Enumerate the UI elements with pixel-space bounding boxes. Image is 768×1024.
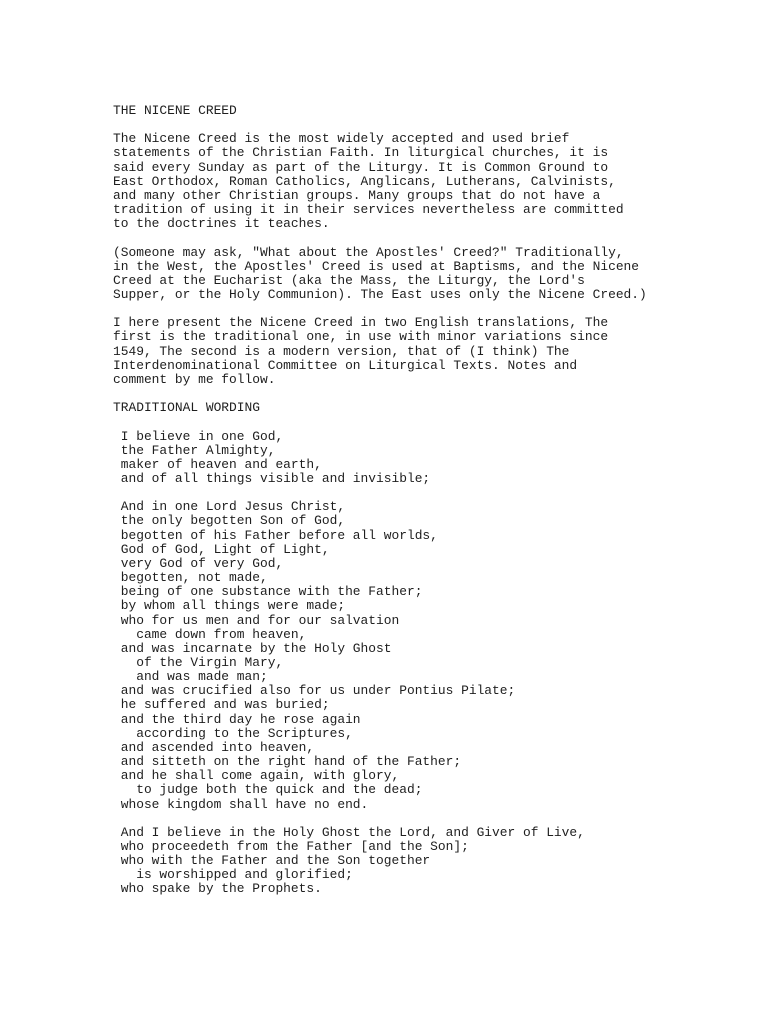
creed-line: and ascended into heaven, xyxy=(113,739,315,755)
creed-line: and of all things visible and invisible; xyxy=(113,470,431,486)
creed-line: And in one Lord Jesus Christ, xyxy=(113,499,346,515)
creed-line: and was made man; xyxy=(113,669,268,685)
paragraph-gap xyxy=(113,231,753,245)
paragraph-gap xyxy=(113,302,753,316)
document-title: THE NICENE CREED xyxy=(113,103,237,118)
presentation-paragraph xyxy=(113,316,753,387)
creed-line: according to the Scriptures, xyxy=(113,725,353,741)
text-line: (Someone may ask, "What about the Apostles' Creed?" Traditionally, xyxy=(113,244,624,260)
creed-line: maker of heaven and earth, xyxy=(113,456,322,472)
creed-line: whose kingdom shall have no end. xyxy=(113,796,369,812)
creed-line: of the Virgin Mary, xyxy=(113,655,284,670)
creed-line: being of one substance with the Father; xyxy=(113,584,423,600)
creed-line: the only begotten Son of God, xyxy=(113,513,346,529)
creed-line: who for us men and for our salvation xyxy=(113,612,400,628)
creed-line: I believe in one God, xyxy=(113,428,284,444)
text-line: in the West, the Apostles' Creed is used at Baptisms, and the Nicene xyxy=(113,258,640,274)
text-line: East Orthodox, Roman Catholics, Anglicans, Lutherans, Calvinists, xyxy=(113,173,616,189)
text-line: Creed at the Eucharist (aka the Mass, the Liturgy, the Lord's xyxy=(113,272,585,288)
text-line: 1549, The second is a modern version, that of (I think) The xyxy=(113,343,570,359)
text-line: The Nicene Creed is the most widely accepted and used brief xyxy=(113,131,570,147)
creed-line: God of God, Light of Light, xyxy=(113,541,330,557)
creed-line: is worshipped and glorified; xyxy=(113,867,353,883)
creed-line: came down from heaven, xyxy=(113,626,307,642)
paragraph-gap xyxy=(113,486,753,500)
text-line: first is the traditional one, in use with minor variations since xyxy=(113,329,609,345)
creed-line: and was crucified also for us under Pontius Pilate; xyxy=(113,683,516,699)
text-line: and many other Christian groups. Many groups that do not have a xyxy=(113,187,601,203)
paragraph-gap xyxy=(113,415,753,429)
text-line: comment by me follow. xyxy=(113,371,276,387)
paragraph-gap xyxy=(113,387,753,401)
text-line: I here present the Nicene Creed in two English translations, The xyxy=(113,315,609,331)
creed-line: and he shall come again, with glory, xyxy=(113,768,400,784)
text-line: Supper, or the Holy Communion). The East uses only the Nicene Creed.) xyxy=(113,287,647,302)
paragraph-gap xyxy=(113,118,753,132)
creed-line: and was incarnate by the Holy Ghost xyxy=(113,640,392,656)
creed-line: and the third day he rose again xyxy=(113,711,361,727)
paragraph-gap xyxy=(113,812,753,826)
text-line: said every Sunday as part of the Liturgy. It is Common Ground to xyxy=(113,159,609,175)
creed-line: And I believe in the Holy Ghost the Lord, and Giver of Live, xyxy=(113,824,585,840)
creed-line: who proceedeth from the Father [and the Son]; xyxy=(113,839,469,855)
intro-paragraph xyxy=(113,132,753,231)
section-heading: TRADITIONAL WORDING xyxy=(113,400,260,416)
creed-line: and sitteth on the right hand of the Father; xyxy=(113,754,462,770)
text-line: to the doctrines it teaches. xyxy=(113,216,330,232)
text-line: tradition of using it in their services nevertheless are committed xyxy=(113,202,624,218)
creed-line: he suffered and was buried; xyxy=(113,697,330,713)
creed-stanza-spirit xyxy=(113,826,753,897)
aside-paragraph xyxy=(113,246,753,303)
creed-line: who spake by the Prophets. xyxy=(113,881,322,897)
creed-line: begotten, not made, xyxy=(113,570,268,586)
creed-line: the Father Almighty, xyxy=(113,442,276,458)
document-page xyxy=(113,104,753,897)
text-line: Interdenominational Committee on Liturgical Texts. Notes and xyxy=(113,357,578,373)
creed-line: begotten of his Father before all worlds, xyxy=(113,527,438,543)
creed-line: very God of very God, xyxy=(113,555,284,571)
creed-stanza-son xyxy=(113,500,753,811)
creed-line: who with the Father and the Son together xyxy=(113,853,431,869)
creed-line: by whom all things were made; xyxy=(113,598,346,614)
creed-stanza-father xyxy=(113,430,753,487)
text-line: statements of the Christian Faith. In liturgical churches, it is xyxy=(113,145,609,161)
creed-line: to judge both the quick and the dead; xyxy=(113,782,423,798)
